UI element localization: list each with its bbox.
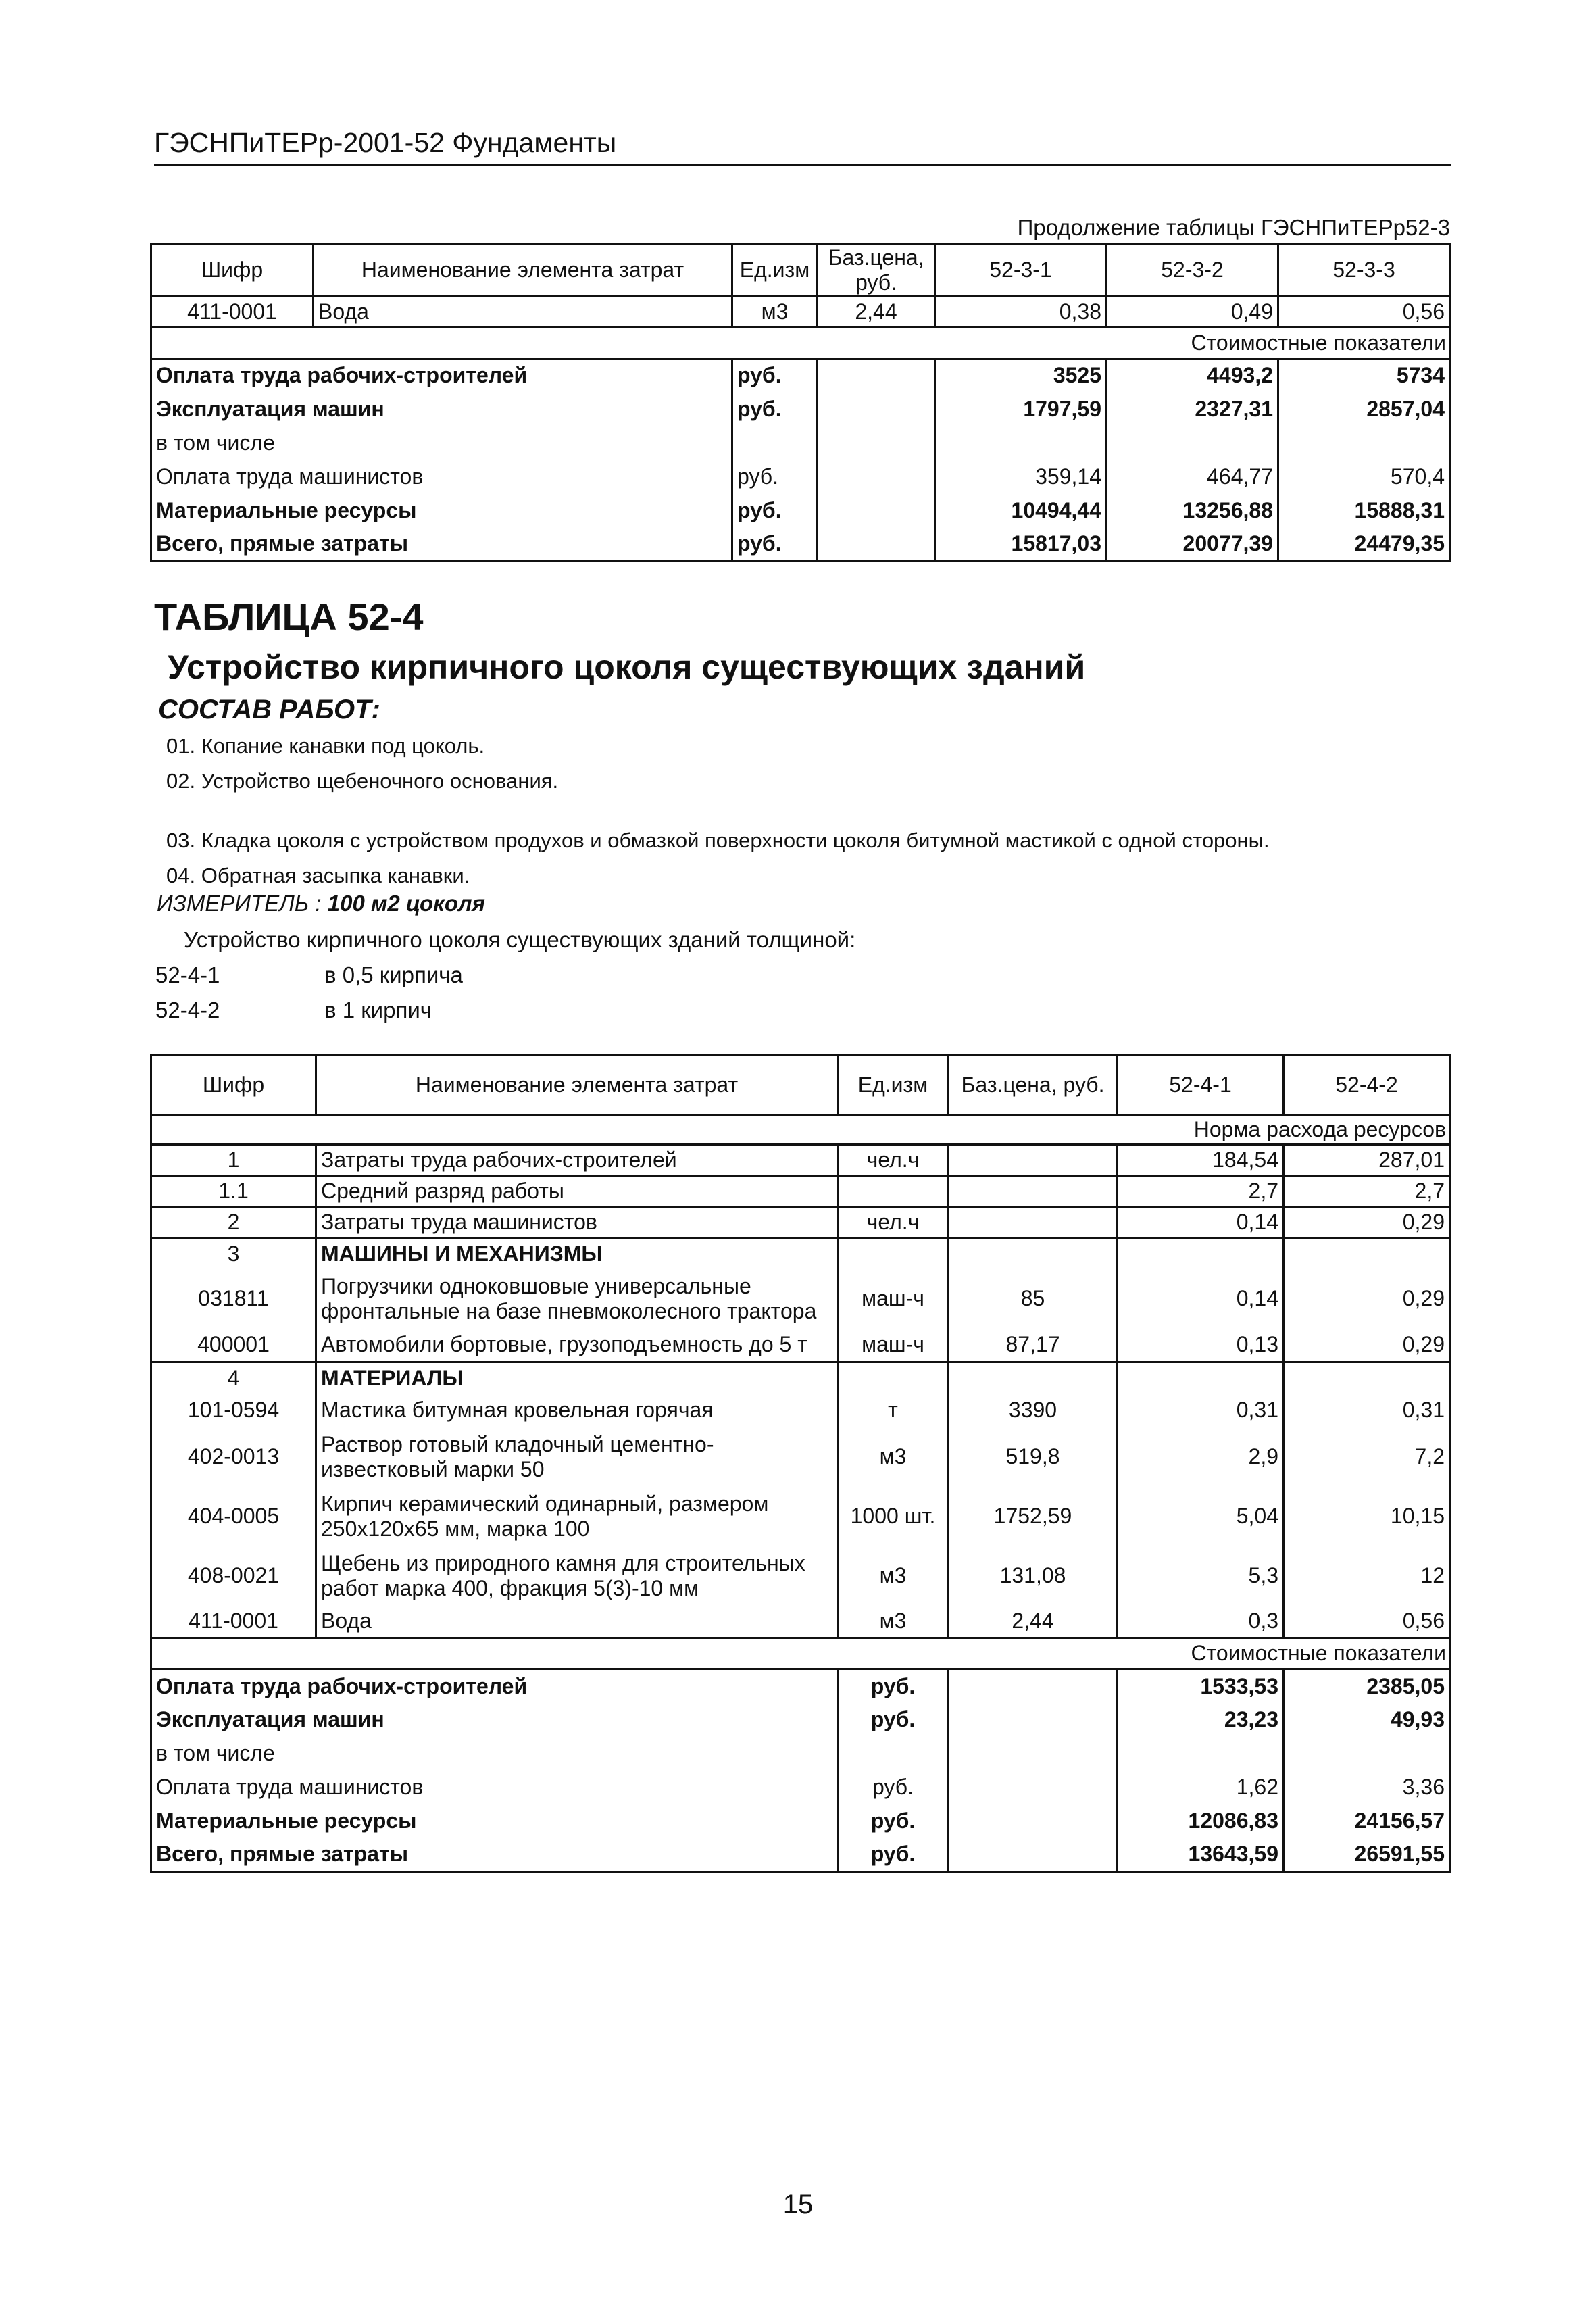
header-code: Шифр <box>151 1056 316 1115</box>
composition-title: СОСТАВ РАБОТ: <box>158 695 380 724</box>
table-row: 411-0001 Вода м3 2,44 0,38 0,49 0,56 <box>151 296 1450 327</box>
header-col2: 52-4-2 <box>1284 1056 1450 1115</box>
table-52-4 <box>150 1054 1451 1873</box>
work-item: 03. Кладка цоколя с устройством продухов и обмазкой поверхности цоколя битумной мастикой с одной стороны. <box>166 829 1270 852</box>
code-text: в 1 кирпич <box>324 998 432 1023</box>
table-row: Оплата труда машинистов руб. 359,14 464,77 570,4 <box>151 460 1450 493</box>
code-text: в 0,5 кирпича <box>324 962 463 987</box>
table-row: Всего, прямые затраты руб. 13643,59 26591,55 <box>151 1838 1450 1872</box>
table-subtitle: Устройство кирпичного цоколя существующих зданий <box>168 648 1086 686</box>
header-col1: 52-3-1 <box>935 245 1107 297</box>
header-price: Баз.цена, руб. <box>818 245 935 297</box>
work-item: 04. Обратная засыпка канавки. <box>166 864 470 887</box>
table-row: Всего, прямые затраты руб. 15817,03 20077,39 24479,35 <box>151 527 1450 561</box>
code-label: 52-4-1 <box>155 962 220 987</box>
header-col3: 52-3-3 <box>1278 245 1450 297</box>
header-price: Баз.цена, руб. <box>949 1056 1118 1115</box>
table-row: Эксплуатация машин руб. 23,23 49,93 <box>151 1703 1450 1737</box>
header-col2: 52-3-2 <box>1107 245 1278 297</box>
table-row: 408-0021 Щебень из природного камня для строительных работ марка 400, фракция 5(3)-10 мм м3 131,08 5,3 12 <box>151 1546 1450 1606</box>
header-unit: Ед.изм <box>732 245 818 297</box>
meter-line: ИЗМЕРИТЕЛЬ : 100 м2 цоколя <box>157 891 485 916</box>
table-row: Оплата труда рабочих-строителей руб. 3525 4493,2 5734 <box>151 358 1450 392</box>
table-row: в том числе <box>151 1737 1450 1771</box>
table-row: 404-0005 Кирпич керамический одинарный, размером 250х120х65 мм, марка 100 1000 шт. 1752,59 5,04 10,15 <box>151 1487 1450 1546</box>
table-row: 411-0001 Вода м3 2,44 0,3 0,56 <box>151 1606 1450 1638</box>
header-divider <box>154 164 1451 166</box>
table-row: в том числе <box>151 426 1450 460</box>
table-row: 3 МАШИНЫ И МЕХАНИЗМЫ <box>151 1238 1450 1269</box>
header-code: Шифр <box>151 245 314 297</box>
section-label: Стоимостные показатели <box>151 1638 1450 1669</box>
table-row: Материальные ресурсы руб. 10494,44 13256,88 15888,31 <box>151 493 1450 527</box>
table-row: Оплата труда рабочих-строителей руб. 1533,53 2385,05 <box>151 1669 1450 1703</box>
table-row: 4 МАТЕРИАЛЫ <box>151 1362 1450 1394</box>
table-row: 1.1 Средний разряд работы 2,7 2,7 <box>151 1176 1450 1207</box>
section-label: Стоимостные показатели <box>151 327 1450 358</box>
table-row: 2 Затраты труда машинистов чел.ч 0,14 0,29 <box>151 1207 1450 1238</box>
page-number: 15 <box>782 2190 814 2219</box>
work-item: 02. Устройство щебеночного основания. <box>166 769 559 793</box>
description: Устройство кирпичного цоколя существующих зданий толщиной: <box>184 927 856 952</box>
header-name: Наименование элемента затрат <box>316 1056 838 1115</box>
table-row: 400001 Автомобили бортовые, грузоподъемность до 5 т маш-ч 87,17 0,13 0,29 <box>151 1329 1450 1362</box>
code-label: 52-4-2 <box>155 998 220 1023</box>
work-item: 01. Копание канавки под цоколь. <box>166 734 485 758</box>
table-52-3 <box>150 243 1451 562</box>
table-row: 1 Затраты труда рабочих-строителей чел.ч 184,54 287,01 <box>151 1145 1450 1176</box>
table-row: Материальные ресурсы руб. 12086,83 24156,57 <box>151 1804 1450 1838</box>
continuation-note: Продолжение таблицы ГЭСНПиТЕРр52-3 <box>1017 215 1450 240</box>
table-row: Эксплуатация машин руб. 1797,59 2327,31 2857,04 <box>151 392 1450 426</box>
header-col1: 52-4-1 <box>1118 1056 1284 1115</box>
table-row: 101-0594 Мастика битумная кровельная горячая т 3390 0,31 0,31 <box>151 1394 1450 1427</box>
header-name: Наименование элемента затрат <box>314 245 732 297</box>
table-row: Оплата труда машинистов руб. 1,62 3,36 <box>151 1771 1450 1804</box>
table-title: ТАБЛИЦА 52-4 <box>154 595 424 638</box>
table-row: 402-0013 Раствор готовый кладочный цементно-известковый марки 50 м3 519,8 2,9 7,2 <box>151 1427 1450 1487</box>
header-unit: Ед.изм <box>838 1056 949 1115</box>
page-header: ГЭСНПиТЕРр-2001-52 Фундаменты <box>154 127 617 158</box>
section-label: Норма расхода ресурсов <box>151 1115 1450 1145</box>
table-row: 031811 Погрузчики одноковшовые универсальные фронтальные на базе пневмоколесного трактора маш-ч 85 0,14 0,29 <box>151 1269 1450 1329</box>
